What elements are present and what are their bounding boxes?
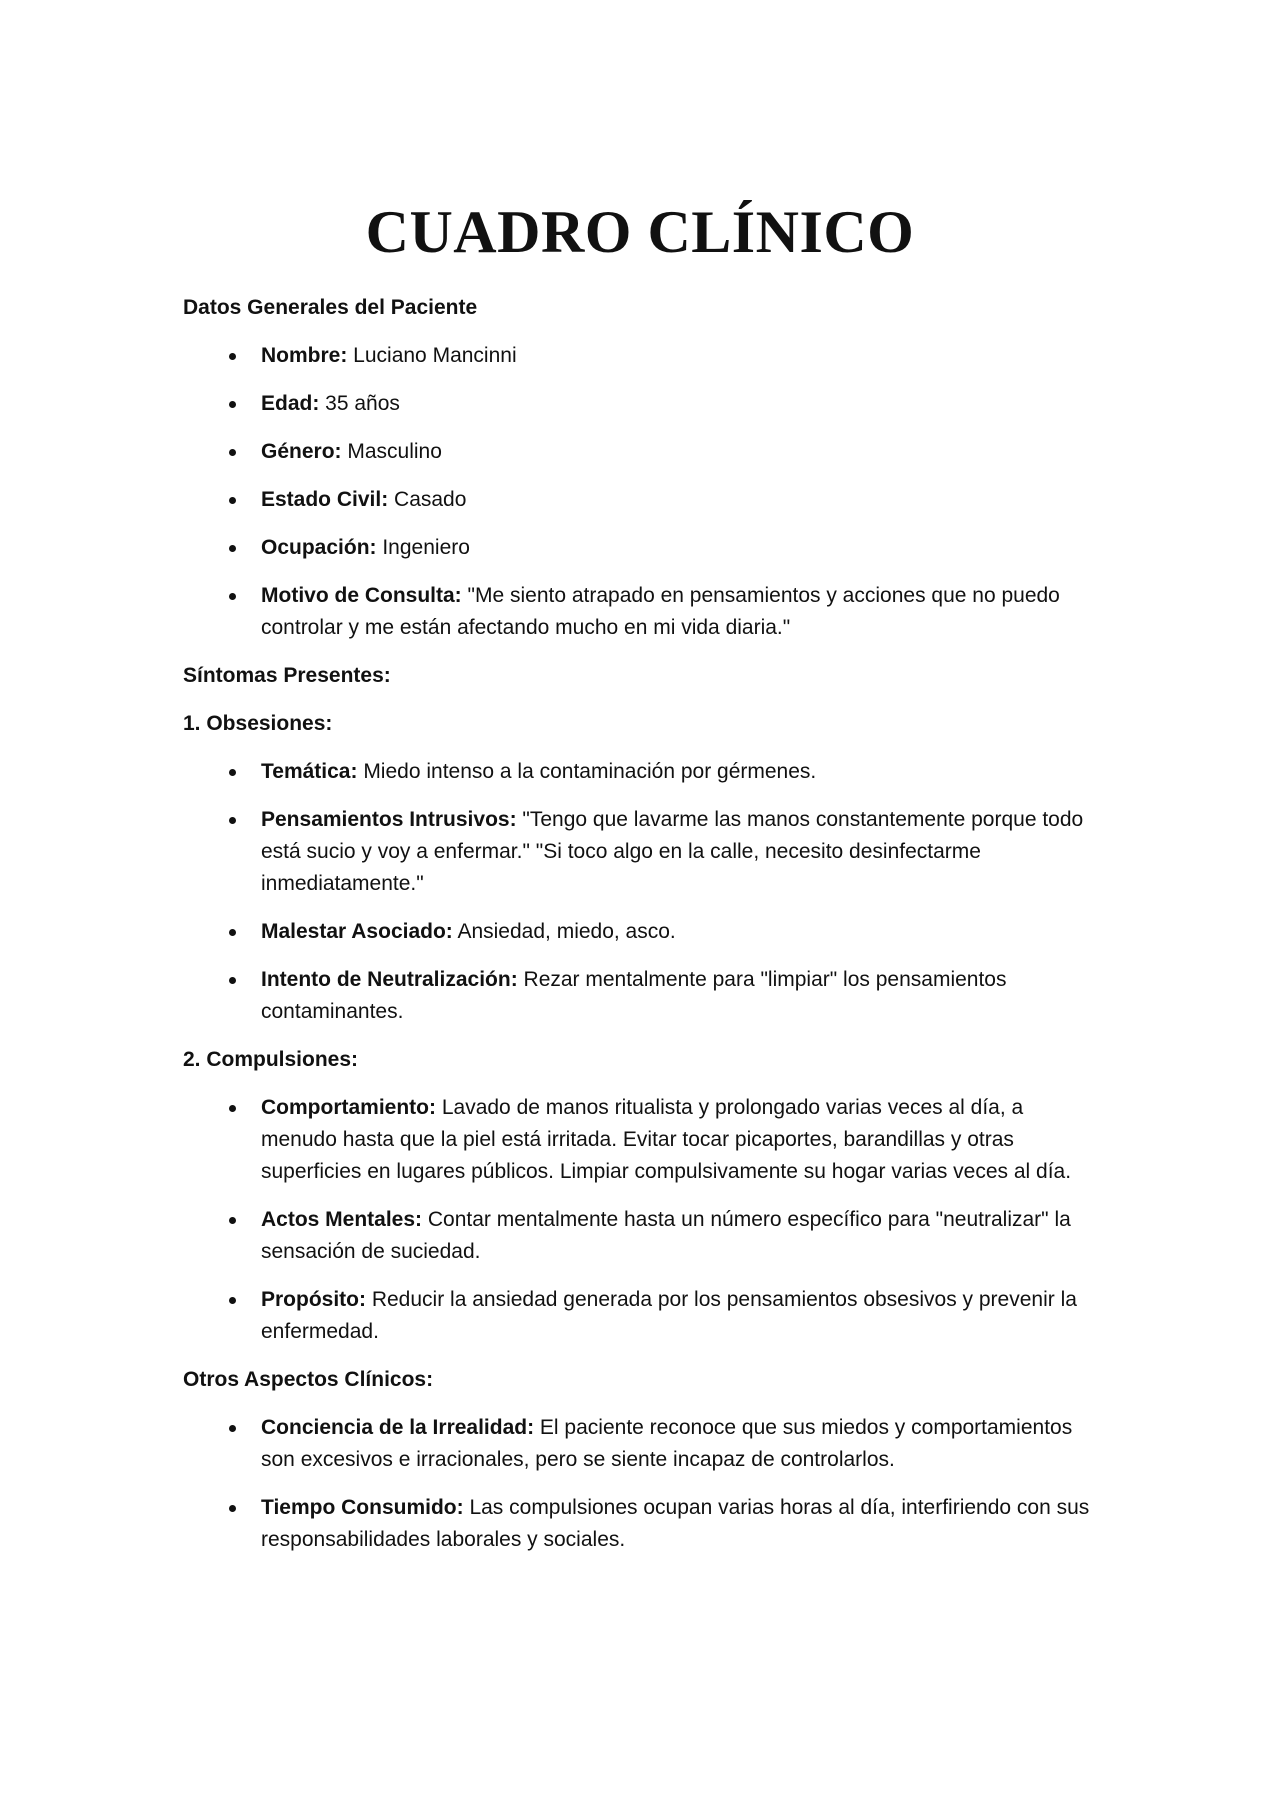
- bullet-icon: [229, 449, 236, 456]
- bullet-list: [183, 756, 1103, 1028]
- section-obsesiones: [183, 708, 1103, 1028]
- item-text: "Tengo que lavarme las manos constantemente porque todo está sucio y voy a enfermar." "Si toco algo en la calle, necesito desinfectarme inmediatamente.": [261, 808, 1084, 895]
- item-text: "Me siento atrapado en pensamientos y acciones que no puedo controlar y me están afectando mucho en mi vida diaria.": [261, 584, 1060, 639]
- list-item: [183, 1492, 1103, 1556]
- list-item: [183, 580, 1103, 644]
- list-item: [183, 1412, 1103, 1476]
- item-label: Tiempo Consumido:: [261, 1496, 464, 1519]
- item-label: Edad:: [261, 392, 320, 415]
- bullet-icon: [229, 401, 236, 408]
- bullet-list: [183, 340, 1103, 644]
- bullet-icon: [229, 977, 236, 984]
- section-heading: 1. Obsesiones:: [183, 712, 333, 735]
- list-item: [183, 484, 1103, 516]
- list-item: [183, 756, 1103, 788]
- bullet-list: [183, 1092, 1103, 1348]
- item-text: 35 años: [319, 392, 400, 415]
- section-heading: Otros Aspectos Clínicos:: [183, 1368, 434, 1391]
- item-label: Temática:: [261, 760, 358, 783]
- item-text: Contar mentalmente hasta un número específico para "neutralizar" la sensación de suciedad.: [261, 1208, 1071, 1263]
- document-body: [183, 292, 1103, 1572]
- item-text: Rezar mentalmente para "limpiar" los pensamientos contaminantes.: [261, 968, 1007, 1023]
- item-label: Pensamientos Intrusivos:: [261, 808, 517, 831]
- item-label: Ocupación:: [261, 536, 377, 559]
- list-item: [183, 1204, 1103, 1268]
- item-text: El paciente reconoce que sus miedos y comportamientos son excesivos e irracionales, pero se siente incapaz de controlarlos.: [261, 1416, 1073, 1471]
- section-heading: Datos Generales del Paciente: [183, 296, 478, 319]
- list-item: [183, 964, 1103, 1028]
- section-datos-generales: [183, 292, 1103, 644]
- item-label: Propósito:: [261, 1288, 366, 1311]
- bullet-list: [183, 1412, 1103, 1556]
- item-text: Reducir la ansiedad generada por los pensamientos obsesivos y prevenir la enfermedad.: [261, 1288, 1077, 1343]
- item-text: Ingeniero: [376, 536, 470, 559]
- list-item: [183, 916, 1103, 948]
- item-text: Casado: [388, 488, 467, 511]
- bullet-icon: [229, 1505, 236, 1512]
- bullet-icon: [229, 817, 236, 824]
- bullet-icon: [229, 769, 236, 776]
- section-heading: 2. Compulsiones:: [183, 1048, 359, 1071]
- bullet-icon: [229, 497, 236, 504]
- item-text: Luciano Mancinni: [347, 344, 517, 367]
- bullet-icon: [229, 353, 236, 360]
- item-label: Motivo de Consulta:: [261, 584, 462, 607]
- item-text: Lavado de manos ritualista y prolongado varias veces al día, a menudo hasta que la piel está irritada. Evitar tocar picaportes, barandillas y otras superficies en lugares públicos. Limpiar compulsivamente su hogar varias veces al día.: [261, 1096, 1072, 1183]
- bullet-icon: [229, 1297, 236, 1304]
- item-text: Masculino: [341, 440, 442, 463]
- section-sintomas-presentes: [183, 660, 1103, 692]
- list-item: [183, 804, 1103, 900]
- bullet-icon: [229, 593, 236, 600]
- item-label: Malestar Asociado:: [261, 920, 453, 943]
- list-item: [183, 1092, 1103, 1188]
- bullet-icon: [229, 1217, 236, 1224]
- page-title: CUADRO CLÍNICO: [365, 199, 915, 265]
- section-heading: Síntomas Presentes:: [183, 664, 391, 687]
- item-label: Actos Mentales:: [261, 1208, 423, 1231]
- item-label: Intento de Neutralización:: [261, 968, 518, 991]
- item-label: Nombre:: [261, 344, 348, 367]
- item-label: Género:: [261, 440, 342, 463]
- list-item: [183, 436, 1103, 468]
- bullet-icon: [229, 545, 236, 552]
- section-compulsiones: [183, 1044, 1103, 1348]
- list-item: [183, 340, 1103, 372]
- list-item: [183, 532, 1103, 564]
- item-label: Comportamiento:: [261, 1096, 436, 1119]
- bullet-icon: [229, 1105, 236, 1112]
- section-otros-aspectos: [183, 1364, 1103, 1556]
- item-text: Ansiedad, miedo, asco.: [452, 920, 676, 943]
- item-text: Miedo intenso a la contaminación por gérmenes.: [357, 760, 817, 783]
- list-item: [183, 1284, 1103, 1348]
- list-item: [183, 388, 1103, 420]
- bullet-icon: [229, 1425, 236, 1432]
- item-label: Estado Civil:: [261, 488, 389, 511]
- bullet-icon: [229, 929, 236, 936]
- item-text: Las compulsiones ocupan varias horas al día, interfiriendo con sus responsabilidades laborales y sociales.: [261, 1496, 1090, 1551]
- item-label: Conciencia de la Irrealidad:: [261, 1416, 535, 1439]
